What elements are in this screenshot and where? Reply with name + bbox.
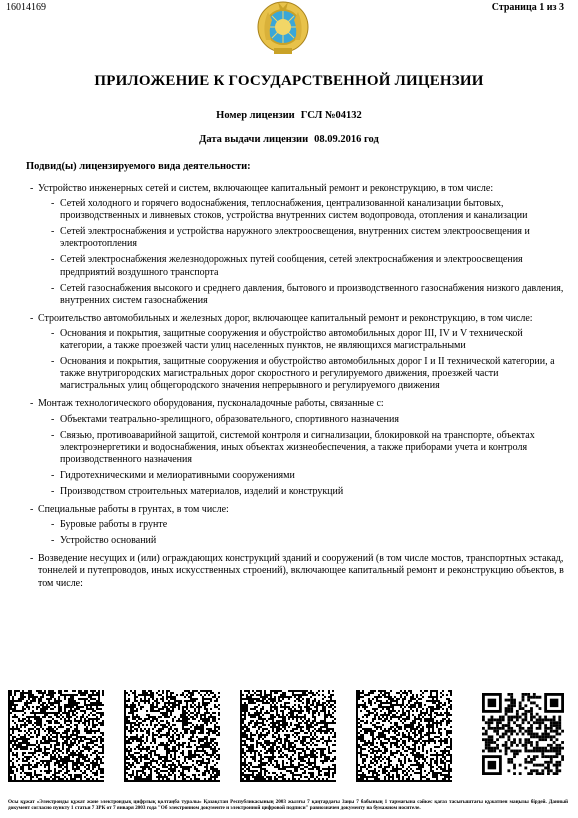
license-number bbox=[0, 110, 578, 121]
activity-subitem-text: Сетей холодного и горячего водоснабжения, теплоснабжения, централизованной канализации бытовых, производственных и ливневых стоков, устройства внутренних систем водопровода, отопления и канализации bbox=[60, 198, 528, 222]
activity-subitem: - Производством строительных материалов, изделий и конструкций bbox=[51, 485, 344, 497]
activity-subitem-text: Сетей электроснабжения и устройства наружного электроосвещения, внутренних систем электроосвещения и электроотопления bbox=[60, 226, 530, 250]
legal-footer: Осы құжат «Электронды құжат және электрондық цифрлық қолтаңба туралы» Қазақстан Республикасының 2003 жылғы 7 қаңтардағы Заңы 7 бабының 1 тармағына сәйкес қағаз тасығыштағы құжатпен маңызы бірдей. Данный документ согласно пункту 1 статьи 7 ЗРК от 7 января 2003 года "Об электронном документе и электронной цифровой подписи" равнозначен документу на бумажном носителе. bbox=[8, 799, 568, 812]
activity-text: Строительство автомобильных и железных дорог, включающее капитальный ремонт и реконструкцию, в том числе: bbox=[38, 312, 533, 324]
activity-subitem: - Основания и покрытия, защитные сооружения и обустройство автомобильных дорог I и II технической категории, а также внутригородских магистральных дорог скоростного и регулируемого движения, проезжей части магистральных улиц общегородского значения непрерывного и регулируемого движения bbox=[51, 356, 555, 392]
activity-subitem-text: Устройство оснований bbox=[60, 535, 157, 547]
activity-subitem: - Буровые работы в грунте bbox=[51, 519, 168, 531]
activity-subitem: - Сетей электроснабжения и устройства наружного электроосвещения, внутренних систем электроосвещения и электроотопления bbox=[51, 226, 530, 250]
license-date bbox=[0, 134, 578, 145]
activity-subitem-text: Основания и покрытия, защитные сооружения и обустройство автомобильных дорог III, IV и V технической категории, а также проезжей части улиц населенных пунктов, не являющихся магистральными bbox=[60, 327, 523, 352]
subtypes-heading: Подвид(ы) лицензируемого вида деятельности: bbox=[26, 161, 251, 172]
activity-subitem-text: Производством строительных материалов, изделий и конструкций bbox=[60, 485, 344, 497]
activity-subitem-text: Связью, противоаварийной защитой, системой контроля и сигнализации, блокировкой на транспорте, объектах электроэнергетики и водоснабжения, иных объектах жизнеобеспечения, а также приборами учета и контроля производственного назначения bbox=[60, 429, 535, 465]
activities-list bbox=[30, 183, 565, 596]
activity-subitem-text: Сетей газоснабжения высокого и среднего давления, бытового и производственного газоснабжения низкого давления, внутренних систем газоснабжения bbox=[60, 282, 564, 306]
activity-subitem: - Связью, противоаварийной защитой, системой контроля и сигнализации, блокировкой на транспорте, объектах электроэнергетики и водоснабжения, иных объектах жизнеобеспечения, а также приборами учета и контроля производственного назначения bbox=[51, 429, 535, 465]
activity-subitem: - Сетей газоснабжения высокого и среднего давления, бытового и производственного газоснабжения низкого давления, внутренних систем газоснабжения bbox=[51, 282, 564, 306]
2d-barcode-image bbox=[8, 690, 104, 782]
license-date-value: 08.09.2016 год bbox=[314, 134, 379, 145]
qr-code-image bbox=[482, 693, 564, 775]
activity-subitem: - Сетей холодного и горячего водоснабжения, теплоснабжения, централизованной канализации бытовых, производственных и ливневых стоков, устройства внутренних систем водопровода, отопления и канализации bbox=[51, 198, 528, 222]
activity-subitem-text: Сетей электроснабжения железнодорожных путей сообщения, сетей электроснабжения и электроосвещения предприятий воздушного транспорта bbox=[60, 254, 523, 278]
activity-item: - Строительство автомобильных и железных дорог, включающее капитальный ремонт и реконструкцию, в том числе: - Основания и покрытия, защитные сооружения и обустройство автомобильных дорог III, IV и V технической категории, а также проезжей части улиц населенных пунктов, не являющихся магистральными - Основания и покрытия, защитные сооружения и обустройство автомобильных дорог I и II технической категории, а также внутригородских магистральных дорог скоростного и регулируемого движения, проезжей части магистральных улиц общегородского значения непрерывного и регулируемого движения bbox=[30, 313, 565, 393]
activity-subitem-text: Объектами театрально-зрелищного, образовательного, спортивного назначения bbox=[60, 413, 399, 425]
activity-subitem-text: Основания и покрытия, защитные сооружения и обустройство автомобильных дорог I и II технической категории, а также внутригородских магистральных дорог скоростного и регулируемого движения, проезжей части магистральных улиц общегородского значения непрерывного и регулируемого движения bbox=[60, 356, 555, 392]
activity-subitem: - Устройство оснований bbox=[51, 535, 157, 547]
activity-item: - Устройство инженерных сетей и систем, включающее капитальный ремонт и реконструкцию, в том числе: - Сетей холодного и горячего водоснабжения, теплоснабжения, централизованной канализации бытовых, производственных и ливневых стоков, устройства внутренних систем водопровода, отопления и канализации - Сетей электроснабжения и устройства наружного электроосвещения, внутренних систем электроосвещения и электроотопления - Сетей электроснабжения железнодорожных путей сообщения, сетей электроснабжения и электроосвещения предприятий воздушного транспорта - Сетей газоснабжения высокого и среднего давления, бытового и производственного газоснабжения низкого давления, внутренних систем газоснабжения bbox=[30, 183, 564, 306]
activity-text: Устройство инженерных сетей и систем, включающее капитальный ремонт и реконструкцию, в том числе: bbox=[38, 183, 494, 194]
2d-barcode-image bbox=[124, 690, 220, 782]
license-number-value: ГСЛ №04132 bbox=[300, 110, 362, 121]
activity-text: Возведение несущих и (или) ограждающих конструкций зданий и сооружений (в том числе мостов, транспортных эстакад, тоннелей и путепроводов, иных искусственных строений), включающее капитальный ремонт и реконструкцию объектов, в том числе: bbox=[38, 553, 564, 589]
page-indicator: Страница 1 из 3 bbox=[491, 2, 564, 13]
license-date-label: Дата выдачи лицензии bbox=[199, 134, 309, 145]
activity-subitem-text: Буровые работы в грунте bbox=[60, 519, 168, 531]
2d-barcode-image bbox=[240, 690, 336, 782]
activity-text: Специальные работы в грунтах, в том числе: bbox=[38, 504, 229, 516]
activity-item: - Возведение несущих и (или) ограждающих конструкций зданий и сооружений (в том числе мостов, транспортных эстакад, тоннелей и путепроводов, иных искусственных строений), включающее капитальный ремонт и реконструкцию объектов, в том числе: bbox=[30, 553, 564, 589]
barcode-strip bbox=[8, 690, 570, 782]
activity-subitem: - Объектами театрально-зрелищного, образовательного, спортивного назначения bbox=[51, 413, 399, 425]
activity-subitem: - Сетей электроснабжения железнодорожных путей сообщения, сетей электроснабжения и электроосвещения предприятий воздушного транспорта bbox=[51, 254, 523, 278]
activity-subitem-text: Гидротехническими и мелиоративными сооружениями bbox=[60, 469, 295, 481]
license-number-label: Номер лицензии bbox=[216, 110, 295, 121]
activity-subitem: - Гидротехническими и мелиоративными сооружениями bbox=[51, 469, 295, 481]
2d-barcode-image bbox=[356, 690, 452, 782]
document-number: 16014169 bbox=[6, 2, 46, 13]
page-title: ПРИЛОЖЕНИЕ К ГОСУДАРСТВЕННОЙ ЛИЦЕНЗИИ bbox=[94, 73, 484, 89]
activity-subitem: - Основания и покрытия, защитные сооружения и обустройство автомобильных дорог III, IV и V технической категории, а также проезжей части улиц населенных пунктов, не являющихся магистральными bbox=[51, 327, 523, 352]
state-emblem-icon bbox=[256, 0, 310, 56]
activity-item: - Специальные работы в грунтах, в том числе: - Буровые работы в грунте - Устройство оснований bbox=[30, 504, 565, 547]
activity-item: - Монтаж технологического оборудования, пусконаладочные работы, связанные с: - Объектами театрально-зрелищного, образовательного, спортивного назначения - Связью, противоаварийной защитой, системой контроля и сигнализации, блокировкой на транспорте, объектах электроэнергетики и водоснабжения, иных объектах жизнеобеспечения, а также приборами учета и контроля производственного назначения - Гидротехническими и мелиоративными сооружениями - Производством строительных материалов, изделий и конструкций bbox=[30, 398, 565, 498]
activity-text: Монтаж технологического оборудования, пусконаладочные работы, связанные с: bbox=[38, 398, 384, 410]
